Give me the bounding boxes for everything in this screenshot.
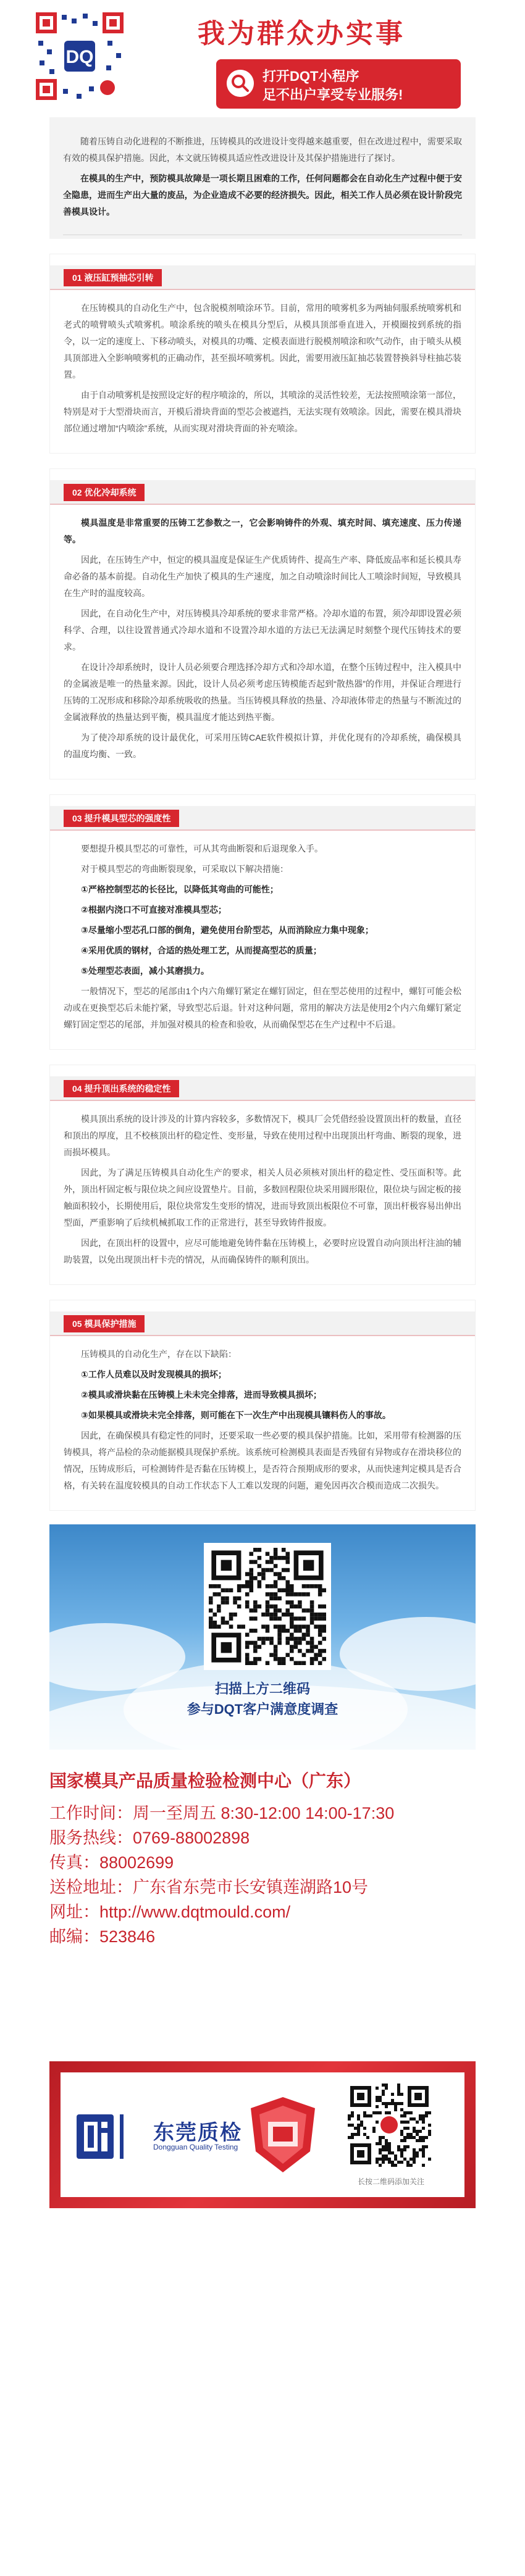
section-paragraph: 因此，在自动化生产中，对压铸模具冷却系统的要求非常严格。冷却水道的布置，须冷却即设置必须科学、合理，以往设置普通式冷却水道和不设置冷却水道的方法已无法满足时刻整个现代压铸技术的要求。 (64, 609, 461, 652)
section-paragraph: ①工作人员难以及时发现模具的损坏； (81, 1369, 227, 1379)
header-banner (0, 0, 525, 117)
article-section (49, 254, 476, 454)
survey-qr-code-icon[interactable] (204, 1543, 331, 1670)
section-paragraph: ⑤处理型芯表面，减小其磨损力。 (81, 966, 209, 976)
mini-program-button[interactable] (216, 59, 461, 109)
section-header (50, 265, 475, 290)
contact-row: 传真：88002699 (49, 1853, 174, 1872)
section-rule (50, 829, 475, 831)
section-rule (50, 1335, 475, 1336)
contact-row[interactable]: 网址：http://www.dqtmould.com/ (49, 1903, 291, 1921)
contact-row: 邮编：523846 (49, 1927, 156, 1946)
section-paragraph: 要想提升模具型芯的可靠性，可从其弯曲断裂和后退现象入手。 (81, 844, 323, 854)
org-name: 国家模具产品质量检验检测中心（广东） (49, 1771, 361, 1790)
section-paragraph: 因此，在确保模具有稳定性的同时，还要采取一些必要的模具保护措施。比如，采用带有检测器的压铸模具，将产品检的杂动能据模具现保护系统。该系统可检测模具表面是否残留有异物或存在滑块移位的情况，压铸成形后，可检测铸件是否黏在压铸模上，是否符合预期成形的要求，从而快速判定模具是否合格，有关转在温度较模具的自动工作状态下人工难以发现的问题，避免因再次合模而造成二次损失。 (64, 1431, 461, 1490)
section-paragraph: 在压铸模具的自动化生产中，包含脱模剂喷涂环节。目前，常用的喷雾机多为两轴伺服系统喷雾机和老式的喷臂喷头式喷雾机。喷涂系统的喷头在模具分型后，从模具顶部垂直进入，开模圈按到系统的指令，以一定的速度上、下移动喷头，对模具的功嘴、定模表面进行脱模剂喷涂和吹气动作，由于喷头从模具顶部进入全影响喷雾机的正确动作，甚至损坏喷雾机。因此，需要用液压缸抽芯装置替换斜导柱抽芯装置。 (64, 303, 461, 380)
section-paragraph: 模具顶出系统的设计涉及的计算内容较多，多数情况下，模具厂会凭借经验设置顶出杆的数量，直径和顶出的厚度，且不校核顶出杆的稳定性、变形量，导致在使用过程中出现顶出杆弯曲、断裂的现象，进而损坏模具。 (64, 1114, 461, 1157)
section-tag: 01 液压缸预抽芯引转 (64, 269, 162, 286)
article-section (49, 1300, 476, 1511)
survey-banner (49, 1524, 476, 1750)
mini-program-line2: 足不出户享受专业服务! (262, 87, 403, 102)
section-tag: 04 提升顶出系统的稳定性 (64, 1080, 179, 1097)
dqt-brand-logo-icon (73, 2112, 147, 2161)
slogan-title: 我为群众办实事 (198, 19, 405, 49)
section-header (50, 1076, 475, 1101)
section-paragraph: 模具温度是非常重要的压铸工艺参数之一，它会影响铸件的外观、填充时间、填充速度、压力传递等。 (64, 518, 461, 544)
section-paragraph: ②根据内浇口不可直接对准模具型芯； (81, 905, 227, 915)
intro-paragraph: 在模具的生产中，预防模具故障是一项长期且困难的工作，任何问题都会在自动化生产过程中便于安全隐患，进而生产出大量的废品，为企业造成不必要的经济损失。因此，相关工作人员必须在设计阶段完善模具设计。 (63, 173, 462, 217)
article-body (49, 117, 476, 1651)
section-paragraph: ②模具或滑块黏在压铸模上未未完全排落，进而导致模具损坏； (81, 1390, 322, 1400)
section-paragraph: 对于模具型芯的弯曲断裂现象，可采取以下解决措施： (81, 864, 288, 874)
article-section (49, 1065, 476, 1285)
section-paragraph: 因此，为了满足压铸模具自动化生产的要求，相关人员必须核对顶出杆的稳定性、受压面积等。此外，顶出杆固定板与限位块之间应设置垫片。目前，多数回程限位块采用圆形限位，限位块与固定板的接触面积较小，长期使用后，限位块常发生变形的情况，进而导致顶出板限位不可靠，顶出杆极容易出伸出型面，严重影响了后续机械抓取工作的正常进行，甚至导致铸件报废。 (64, 1168, 461, 1228)
contact-row: 工作时间：周一至周五 8:30-12:00 14:00-17:30 (49, 1804, 395, 1822)
section-rule (50, 504, 475, 505)
contact-rows (49, 1801, 476, 1949)
mini-program-line1: 打开DQT小程序 (262, 69, 359, 84)
section-paragraph: 压铸模具的自动化生产，存在以下缺陷： (81, 1349, 237, 1359)
section-paragraph: 一般情况下，型芯的尾部由1个内六角螺钉紧定在螺钉固定，但在型芯使用的过程中，螺钉可能会松动或在更换型芯后未能拧紧，导致型芯后退。针对这种问题，常用的解决方法是使用2个内六角螺钉紧定螺钉固定型芯的尾部，并加强对模具的检查和验收，从而确保型芯在生产过程中不后退。 (64, 986, 461, 1029)
footer-card (61, 2072, 464, 2197)
sections-container (49, 254, 476, 1622)
intro-block (49, 117, 476, 239)
survey-line2: 参与DQT客户满意度调查 (187, 1701, 338, 1717)
section-tag: 02 优化冷却系统 (64, 484, 145, 501)
section-paragraph: 因此，在压铸生产中，恒定的模具温度是保证生产优质铸件、提高生产率、降低废品率和延长模具寿命必备的基本前提。自动化生产加快了模具的生产速度，加之自动喷涂时间比人工喷涂时间短，导致模具在生产时的温度较高。 (64, 555, 461, 598)
dqt-qr-logo-icon[interactable] (33, 10, 126, 102)
contact-row: 送检地址：广东省东莞市长安镇莲湖路10号 (49, 1878, 369, 1897)
intro-paragraph: 随着压铸自动化进程的不断推进，压铸模具的改进设计变得越来越重要，但在改进过程中，需要采取有效的模具保护措施。因此，本文就压铸模具适应性改进设计及其保护措施进行了探讨。 (63, 136, 462, 163)
footer-banner (49, 2061, 476, 2208)
section-rule (50, 289, 475, 290)
survey-line1: 扫描上方二维码 (214, 1681, 310, 1697)
section-paragraph: 因此，在顶出杆的设置中，应尽可能地避免铸件黏在压铸模上，必要时应设置自动向顶出杆注油的辅助装置，以免出现顶出杆卡壳的情况，从而确保铸件的顺利顶出。 (64, 1238, 461, 1265)
section-rule (50, 1100, 475, 1101)
section-header (50, 806, 475, 831)
section-tag: 03 提升模具型芯的强度性 (64, 810, 179, 827)
section-paragraph: ③如果模具或滑块未完全排落，则可能在下一次生产中出现模具镶料伤人的事故。 (81, 1410, 391, 1420)
shield-emblem-icon (246, 2095, 320, 2175)
section-paragraph: ③尽量缩小型芯孔口部的倒角，避免使用台阶型芯，从而消除应力集中现象； (81, 925, 374, 935)
svg-text:DQ: DQ (65, 47, 94, 67)
article-section (49, 468, 476, 779)
brand-name-cn: 东莞质检 (153, 2121, 242, 2145)
contact-row: 服务热线：0769-88002898 (49, 1829, 250, 1847)
contact-info (49, 1768, 476, 1949)
section-paragraph: 由于自动喷雾机是按照设定好的程序喷涂的，所以，其喷涂的灵活性较差，无法按照喷涂第一部位，特别是对于大型滑块而言，开模后滑块背面的型芯会被遮挡，无法实现有效喷涂。因此，需要在模具滑块部位通过增加“内喷涂”系统，从而实现对滑块背面的补充喷涂。 (64, 390, 461, 433)
section-paragraph: 为了使冷却系统的设计最优化，可采用压铸CAE软件模拟计算，并优化现有的冷却系统，确保模具的温度均衡、一致。 (64, 733, 461, 759)
brand-name-en: Dongguan Quality Testing (153, 2143, 238, 2151)
follow-qr-code-icon[interactable] (348, 2084, 431, 2167)
article-section (49, 794, 476, 1050)
section-tag: 05 模具保护措施 (64, 1315, 145, 1332)
section-header (50, 1311, 475, 1336)
section-paragraph: 在设计冷却系统时，设计人员必须要合理选择冷却方式和冷却水道，在整个压铸过程中，注入模具中的金属液是唯一的热量来源。因此，设计人员必须考虑压铸模能否起到“散热器”的作用，并保证合理进行压铸的工况形成和移除冷却系统吸收的热量。当压铸模具释放的热量、冷却液体带走的热量与不断流过的金属液释放的热量达到平衡，模具温度才能达到热平衡。 (64, 662, 461, 722)
section-paragraph: ④采用优质的钢材，合适的热处理工艺，从而提高型芯的质量； (81, 945, 322, 955)
search-icon (227, 70, 254, 97)
section-header (50, 480, 475, 505)
section-paragraph: ①严格控制型芯的长径比，以降低其弯曲的可能性； (81, 884, 279, 894)
qr-caption: 长按二维码添加关注 (357, 2177, 424, 2186)
